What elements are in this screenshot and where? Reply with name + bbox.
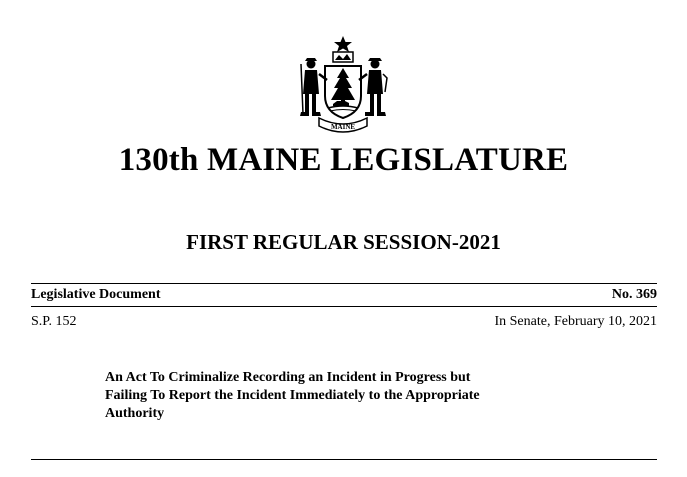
bottom-divider [31,459,657,460]
seal-crest [333,52,353,62]
seal-star [334,36,352,52]
session-title: FIRST REGULAR SESSION-2021 [186,230,501,254]
top-divider [31,283,657,284]
middle-divider [31,306,657,307]
document-meta-row [31,314,657,330]
act-title [105,369,575,423]
seal-banner-text: MAINE [330,123,356,131]
document-header-row [31,287,657,303]
maine-state-seal-icon [297,34,389,134]
document-number: No. 369 [611,287,657,302]
senate-paper-number: S.P. 152 [31,314,77,329]
legislature-title: 130th MAINE LEGISLATURE [118,142,569,178]
seal-seaman-figure [359,58,387,116]
seal-farmer-figure [300,58,327,116]
act-title-line: An Act To Criminalize Recording an Incident in Progress but [105,370,471,385]
act-title-line: Failing To Report the Incident Immediately to the Appropriate [105,388,480,403]
document-type-label: Legislative Document [31,287,161,302]
act-title-line: Authority [105,406,165,421]
introduction-date: In Senate, February 10, 2021 [494,314,657,329]
